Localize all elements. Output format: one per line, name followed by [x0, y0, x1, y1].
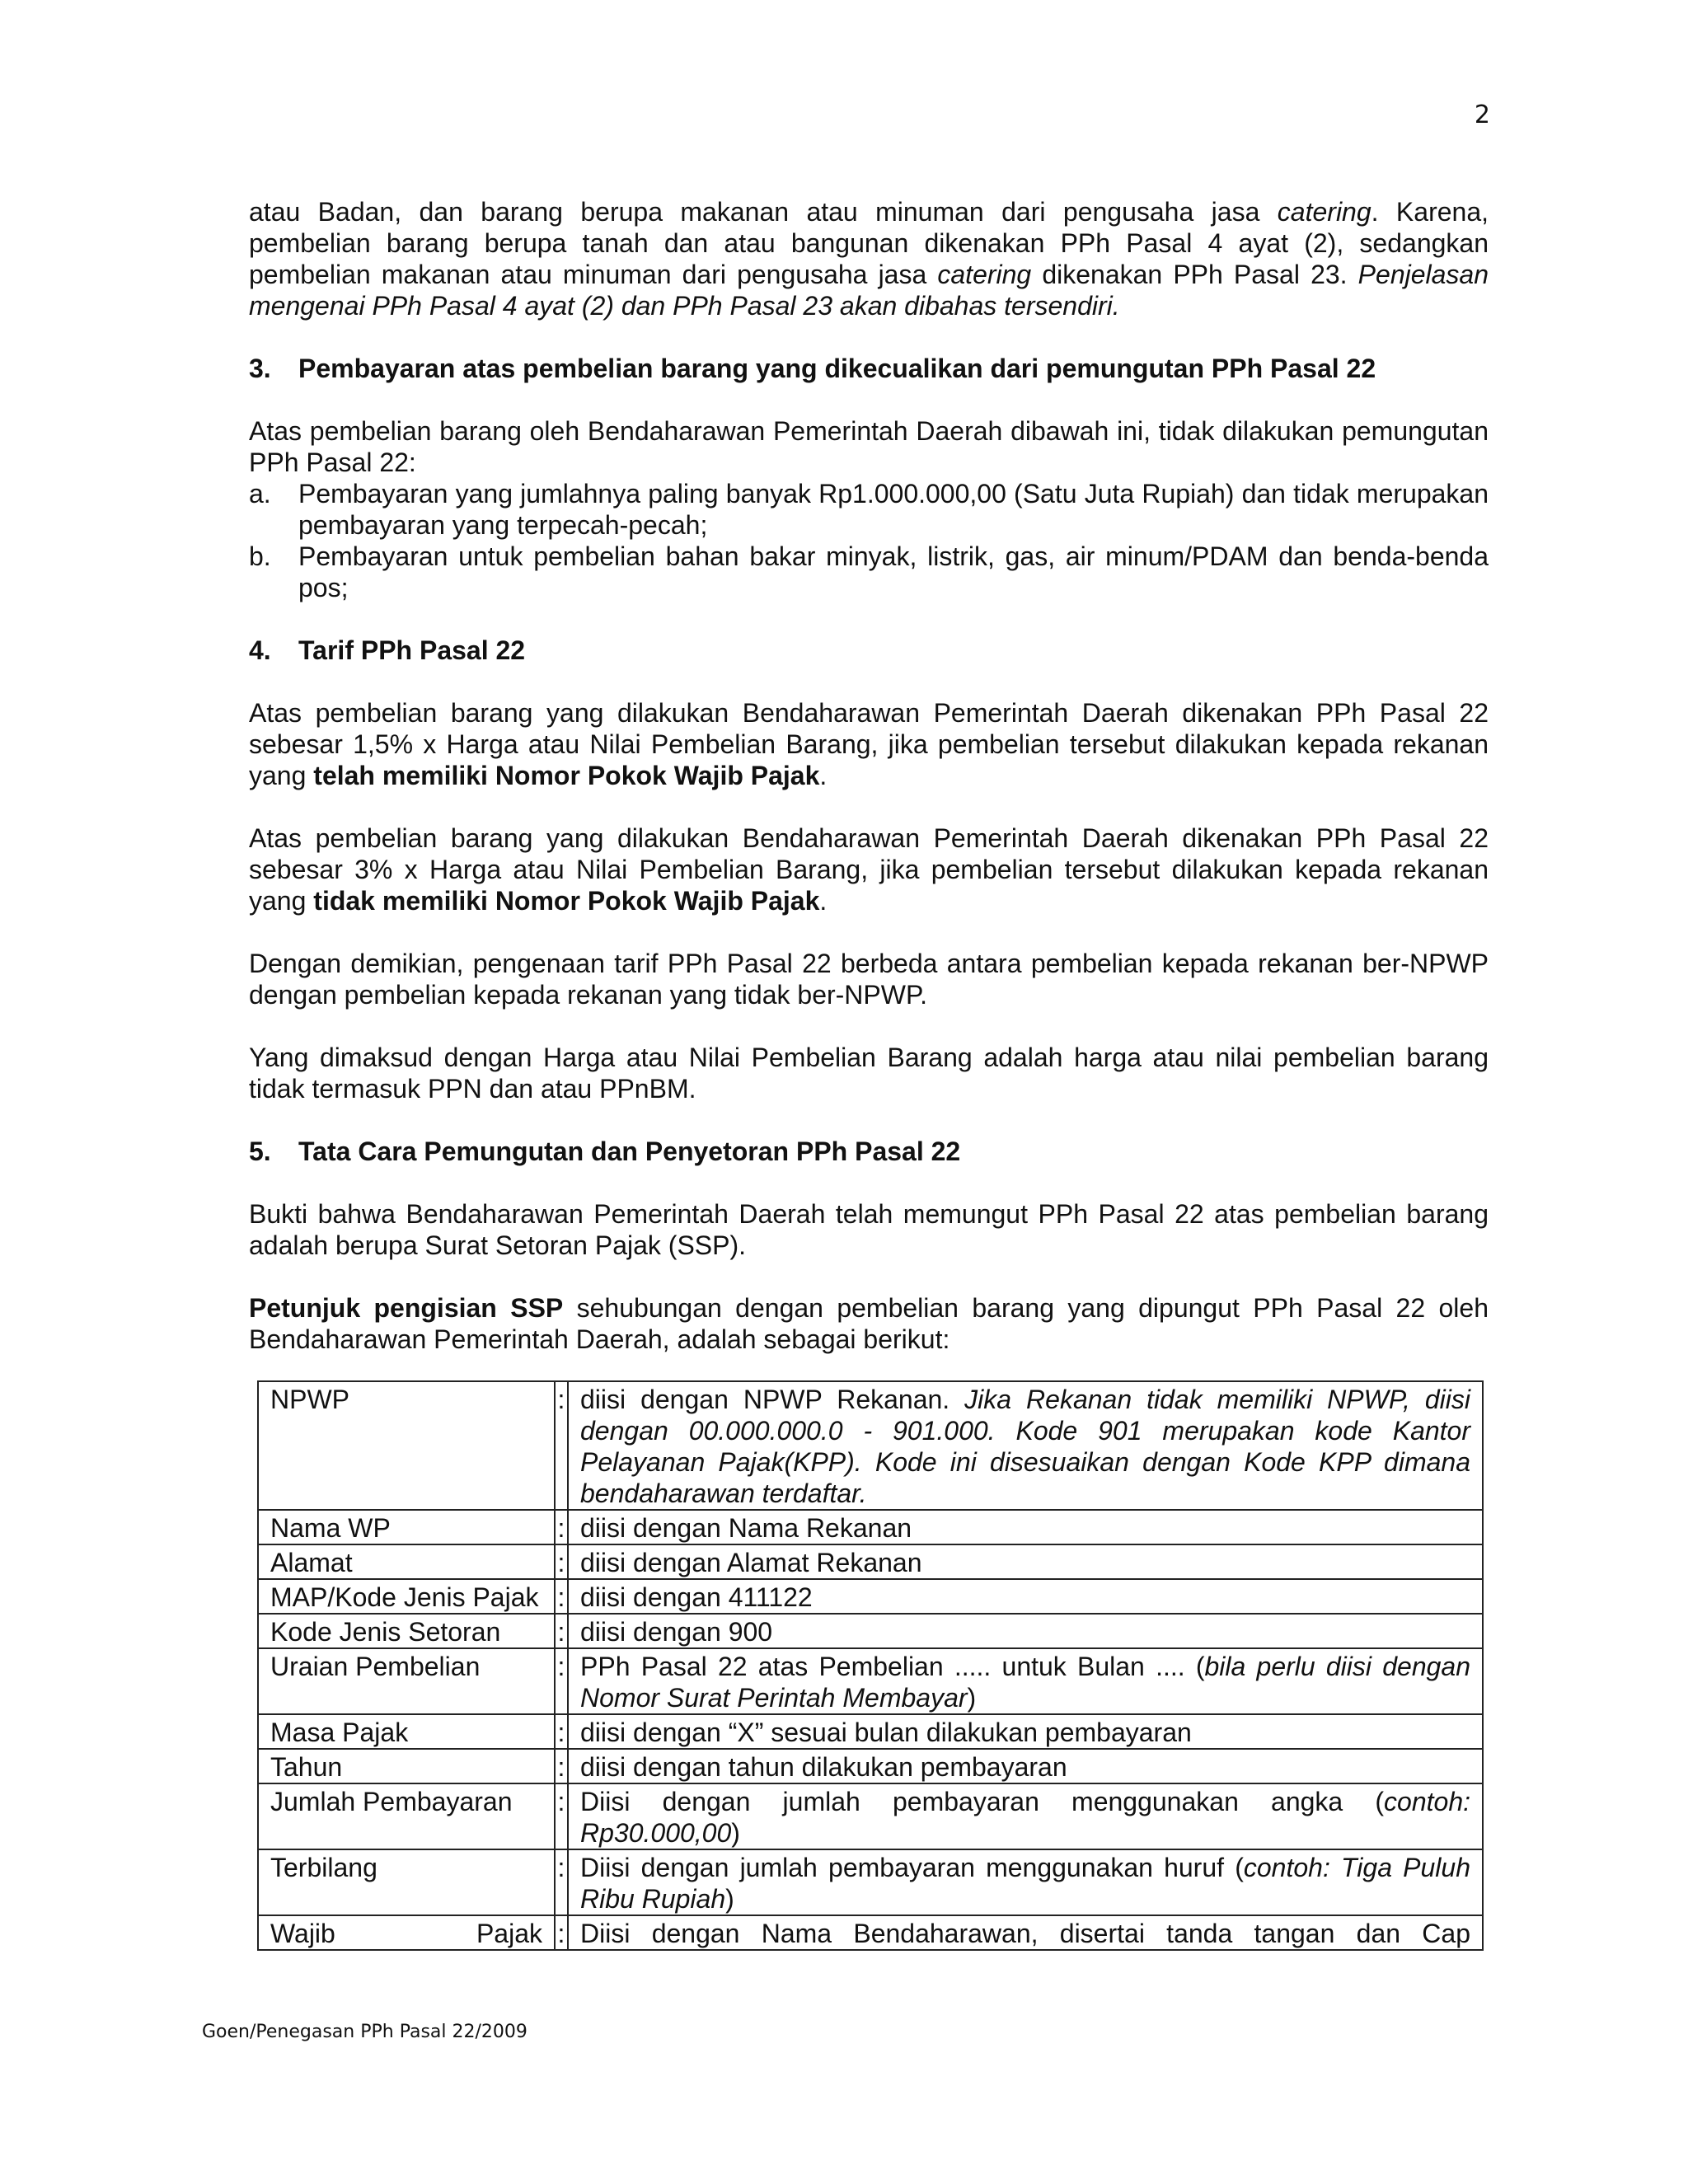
paragraph-text: Atas pembelian barang yang dilakukan Bendaharawan Pemerintah Daerah dikenakan PPh Pasal 22 sebesar 1,5% x Harga atau Nilai Pembelian Barang, jika pembelian tersebut dilakukan kepada rekanan yang	[249, 698, 1489, 790]
row-value-text: diisi dengan NPWP Rekanan.	[580, 1385, 965, 1414]
section-3-heading	[249, 353, 1489, 384]
row-label: Uraian Pembelian	[258, 1648, 555, 1714]
row-separator: :	[555, 1614, 568, 1648]
table-row	[258, 1849, 1483, 1915]
paragraph-bold-text: Petunjuk pengisian SSP	[249, 1293, 564, 1323]
row-separator: :	[555, 1783, 568, 1849]
intro-paragraph	[249, 196, 1489, 321]
section-5-number: 5.	[249, 1137, 271, 1166]
row-value-text: diisi dengan 900	[580, 1617, 773, 1647]
row-label: Masa Pajak	[258, 1714, 555, 1749]
list-item-text: Pembayaran yang jumlahnya paling banyak Rp1.000.000,00 (Satu Juta Rupiah) dan tidak merupakan pembayaran yang terpecah-pecah;	[298, 479, 1489, 540]
section-3-intro: Atas pembelian barang oleh Bendaharawan Pemerintah Daerah dibawah ini, tidak dilakukan pemungutan PPh Pasal 22:	[249, 416, 1489, 477]
intro-italic-note: Penjelasan mengenai PPh Pasal 4 ayat (2) dan PPh Pasal 23 akan dibahas tersendiri.	[249, 260, 1489, 321]
section-5-paragraph-1: Bukti bahwa Bendaharawan Pemerintah Daerah telah memungut PPh Pasal 22 atas pembelian barang adalah berupa Surat Setoran Pajak (SSP).	[249, 1199, 1489, 1260]
row-value-italic: contoh: Tiga Puluh Ribu Rupiah	[580, 1853, 1471, 1914]
row-value	[568, 1381, 1483, 1510]
row-value	[568, 1614, 1483, 1648]
ssp-table-body	[258, 1381, 1483, 1950]
list-item-text: Pembayaran untuk pembelian bahan bakar minyak, listrik, gas, air minum/PDAM dan benda-benda pos;	[298, 541, 1489, 602]
row-value	[568, 1783, 1483, 1849]
section-4-paragraph-1	[249, 697, 1489, 791]
row-value	[568, 1915, 1483, 1950]
table-row	[258, 1648, 1483, 1714]
table-row	[258, 1510, 1483, 1544]
row-separator: :	[555, 1579, 568, 1614]
table-row	[258, 1783, 1483, 1849]
ssp-instructions-table	[257, 1380, 1484, 1951]
row-value-text: Diisi dengan jumlah pembayaran menggunakan angka (	[580, 1787, 1385, 1816]
list-item	[249, 541, 1489, 603]
row-value	[568, 1510, 1483, 1544]
row-separator: :	[555, 1544, 568, 1579]
table-row	[258, 1749, 1483, 1783]
row-separator: :	[555, 1714, 568, 1749]
section-4-number: 4.	[249, 635, 271, 665]
row-label: MAP/Kode Jenis Pajak	[258, 1579, 555, 1614]
row-value-text: Diisi dengan Nama Bendaharawan, disertai tanda tangan dan Cap	[580, 1919, 1470, 1948]
intro-italic-catering-1: catering	[1277, 197, 1372, 227]
section-4-paragraph-2	[249, 823, 1489, 916]
row-separator: :	[555, 1915, 568, 1950]
list-item	[249, 478, 1489, 541]
row-value-text: diisi dengan “X” sesuai bulan dilakukan pembayaran	[580, 1718, 1192, 1747]
row-value	[568, 1579, 1483, 1614]
table-row	[258, 1579, 1483, 1614]
row-label: Wajib Pajak	[258, 1915, 555, 1950]
table-row	[258, 1544, 1483, 1579]
row-value	[568, 1849, 1483, 1915]
intro-text-1: atau Badan, dan barang berupa makanan atau minuman dari pengusaha jasa	[249, 197, 1278, 227]
list-marker: a.	[249, 479, 271, 509]
intro-text-3: dikenakan PPh Pasal 23.	[1031, 260, 1358, 289]
section-5-heading	[249, 1136, 1489, 1167]
row-label: Kode Jenis Setoran	[258, 1614, 555, 1648]
row-value-text: PPh Pasal 22 atas Pembelian ..... untuk Bulan .... (	[580, 1652, 1205, 1681]
row-value	[568, 1714, 1483, 1749]
row-label: Terbilang	[258, 1849, 555, 1915]
row-value-tail: )	[967, 1683, 977, 1713]
row-value-text: diisi dengan Nama Rekanan	[580, 1513, 912, 1543]
section-4-paragraph-4: Yang dimaksud dengan Harga atau Nilai Pembelian Barang adalah harga atau nilai pembelian barang tidak termasuk PPN dan atau PPnBM.	[249, 1043, 1489, 1104]
intro-italic-catering-2: catering	[937, 260, 1032, 289]
table-row	[258, 1381, 1483, 1510]
row-separator: :	[555, 1749, 568, 1783]
row-value-italic: Jika Rekanan tidak memiliki NPWP, diisi dengan 00.000.000.0 - 901.000. Kode 901 merupakan kode Kantor Pelayanan Pajak(KPP). Kode ini disesuaikan dengan Kode KPP dimana bendaharawan terdaftar.	[580, 1385, 1471, 1508]
paragraph-text: .	[819, 761, 828, 790]
section-5-title: Tata Cara Pemungutan dan Penyetoran PPh Pasal 22	[298, 1137, 961, 1166]
row-value-tail: )	[725, 1884, 734, 1914]
paragraph-text: Atas pembelian barang yang dilakukan Bendaharawan Pemerintah Daerah dikenakan PPh Pasal 22 sebesar 3% x Harga atau Nilai Pembelian Barang, jika pembelian tersebut dilakukan kepada rekanan yang	[249, 823, 1489, 916]
page-number: 2	[1474, 101, 1490, 129]
paragraph-text: sehubungan dengan pembelian barang yang dipungut PPh Pasal 22 oleh Bendaharawan Pemerintah Daerah, adalah sebagai berikut:	[249, 1293, 1489, 1354]
page-footer: Goen/Penegasan PPh Pasal 22/2009	[202, 2022, 528, 2042]
section-3-number: 3.	[249, 354, 271, 383]
row-separator: :	[555, 1381, 568, 1510]
row-value-text: diisi dengan Alamat Rekanan	[580, 1548, 922, 1577]
paragraph-bold-text: tidak memiliki Nomor Pokok Wajib Pajak	[313, 886, 820, 916]
section-4-heading	[249, 635, 1489, 666]
row-value-text: diisi dengan tahun dilakukan pembayaran	[580, 1752, 1067, 1782]
row-value-tail: )	[731, 1818, 740, 1848]
intro-text-2: . Karena, pembelian barang berupa tanah dan atau bangunan dikenakan PPh Pasal 4 ayat (2), sedangkan pembelian makanan atau minuman dari pengusaha jasa	[249, 197, 1489, 289]
row-separator: :	[555, 1510, 568, 1544]
section-3-list	[249, 478, 1489, 603]
row-separator: :	[555, 1648, 568, 1714]
row-value-text: diisi dengan 411122	[580, 1582, 813, 1612]
paragraph-text: .	[819, 886, 828, 916]
table-row	[258, 1714, 1483, 1749]
row-value-text: Diisi dengan jumlah pembayaran menggunakan huruf (	[580, 1853, 1244, 1882]
row-value-italic: bila perlu diisi dengan Nomor Surat Perintah Membayar	[580, 1652, 1471, 1713]
table-row	[258, 1614, 1483, 1648]
paragraph-bold-text: telah memiliki Nomor Pokok Wajib Pajak	[313, 761, 820, 790]
section-4-paragraph-3: Dengan demikian, pengenaan tarif PPh Pasal 22 berbeda antara pembelian kepada rekanan ber-NPWP dengan pembelian kepada rekanan yang tidak ber-NPWP.	[249, 949, 1489, 1010]
row-label: Nama WP	[258, 1510, 555, 1544]
section-5-paragraph-2	[249, 1292, 1489, 1355]
table-row	[258, 1915, 1483, 1950]
row-value	[568, 1544, 1483, 1579]
row-label: Tahun	[258, 1749, 555, 1783]
row-label: Alamat	[258, 1544, 555, 1579]
section-3-title: Pembayaran atas pembelian barang yang dikecualikan dari pemungutan PPh Pasal 22	[298, 354, 1376, 383]
row-value	[568, 1648, 1483, 1714]
section-4-title: Tarif PPh Pasal 22	[298, 635, 526, 665]
document-body	[249, 196, 1489, 1386]
row-label: Jumlah Pembayaran	[258, 1783, 555, 1849]
list-marker: b.	[249, 541, 271, 571]
row-value	[568, 1749, 1483, 1783]
row-label: NPWP	[258, 1381, 555, 1510]
row-value-italic: contoh: Rp30.000,00	[580, 1787, 1470, 1848]
row-separator: :	[555, 1849, 568, 1915]
